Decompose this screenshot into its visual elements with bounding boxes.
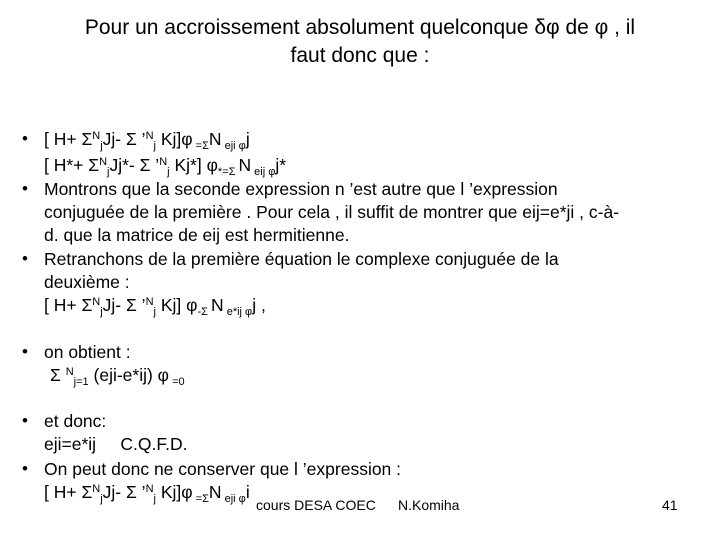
- eq-text: Kj] φ: [155, 295, 198, 315]
- eq-subscript: j: [100, 306, 103, 318]
- eq-subscript: j: [167, 166, 170, 178]
- eq-superscript: N: [145, 483, 154, 495]
- text-cqfd: eji=e*ij C.Q.F.D.: [44, 434, 188, 454]
- equation-1: [44, 128, 250, 150]
- eq-text: (eji-e*ij) φ: [88, 365, 170, 385]
- text-retranchons-2: deuxième :: [44, 272, 130, 292]
- eq-text: j: [252, 295, 257, 315]
- title-line-2: faut donc que :: [290, 44, 430, 67]
- eq-text: N: [211, 295, 224, 315]
- text-on-peut: On peut donc ne conserver que l ’expression :: [44, 459, 402, 479]
- bullet-5: •: [22, 411, 28, 430]
- eq-superscript: N: [65, 366, 74, 378]
- slide-title: [30, 14, 690, 70]
- eq-text: ,: [256, 295, 266, 315]
- eq-text: Kj]φ: [155, 482, 193, 502]
- eq-superscript: N: [92, 296, 101, 308]
- eq-subscript: =0: [169, 376, 185, 388]
- eq-text: N: [208, 482, 222, 502]
- eq-text: [ H+ Σ: [44, 482, 93, 502]
- eq-subscript: eji φ: [221, 140, 246, 152]
- eq-subscript: *=Σ: [217, 166, 239, 178]
- eq-text: *: [279, 155, 287, 175]
- text-montrons-2: conjuguée de la première . Pour cela , il suffit de montrer que eij=e*ji , c-à-: [44, 202, 620, 222]
- eq-text: N: [208, 129, 222, 149]
- eq-subscript: j: [107, 166, 110, 178]
- eq-subscript: =Σ: [192, 140, 209, 152]
- equation-4: [50, 364, 185, 386]
- text-montrons-3: d. que la matrice de eij est hermitienne.: [44, 225, 350, 245]
- eq-subscript: j: [100, 140, 103, 152]
- eq-superscript: N: [92, 130, 101, 142]
- eq-subscript: j: [100, 493, 103, 505]
- eq-subscript: eij φ: [251, 166, 276, 178]
- text-et-donc: et donc:: [44, 411, 107, 431]
- bullet-4: •: [22, 342, 28, 361]
- eq-text: j: [245, 129, 250, 149]
- footer-course: cours DESA COEC: [256, 497, 376, 513]
- eq-text: Jj- Σ ’: [102, 482, 146, 502]
- eq-superscript: N: [159, 156, 168, 168]
- bullet-1: •: [22, 129, 28, 148]
- eq-text: Jj*- Σ ’: [109, 155, 160, 175]
- bullet-6: •: [22, 459, 28, 478]
- eq-subscript: j=1: [73, 376, 89, 388]
- equation-3: [44, 294, 266, 316]
- eq-text: N: [238, 155, 252, 175]
- eq-text: Σ: [50, 365, 66, 385]
- footer-author: N.Komiha: [398, 497, 460, 513]
- eq-text: Jj- Σ ’: [102, 295, 146, 315]
- footer-page-number: 41: [662, 497, 678, 513]
- bullet-3: •: [22, 249, 28, 268]
- eq-subscript: e*ij φ: [223, 306, 253, 318]
- equation-2: [44, 154, 286, 176]
- equation-5: [44, 481, 250, 503]
- eq-text: [ H+ Σ: [44, 295, 93, 315]
- text-retranchons-1: Retranchons de la première équation le complexe conjuguée de la: [44, 249, 559, 269]
- eq-text: Kj*] φ: [169, 155, 218, 175]
- eq-subscript: j: [153, 306, 156, 318]
- bullet-2: •: [22, 179, 28, 198]
- eq-text: Kj]φ: [155, 129, 193, 149]
- text-montrons-1: Montrons que la seconde expression n ’est autre que l ’expression: [44, 179, 558, 199]
- eq-subscript: eji φ: [221, 493, 246, 505]
- eq-superscript: N: [99, 156, 108, 168]
- eq-subscript: -Σ: [197, 306, 212, 318]
- eq-text: i: [245, 482, 250, 502]
- eq-superscript: N: [145, 296, 154, 308]
- text-on-obtient: on obtient :: [44, 342, 131, 362]
- eq-text: [ H+ Σ: [44, 129, 93, 149]
- eq-text: Jj- Σ ’: [102, 129, 146, 149]
- eq-subscript: j: [153, 493, 156, 505]
- eq-superscript: N: [145, 130, 154, 142]
- eq-subscript: =Σ: [192, 493, 209, 505]
- title-line-1: Pour un accroissement absolument quelconque δφ de φ , il: [84, 16, 636, 39]
- eq-subscript: j: [153, 140, 156, 152]
- eq-superscript: N: [92, 483, 101, 495]
- eq-text: [ H*+ Σ: [44, 155, 100, 175]
- eq-text: j: [275, 155, 280, 175]
